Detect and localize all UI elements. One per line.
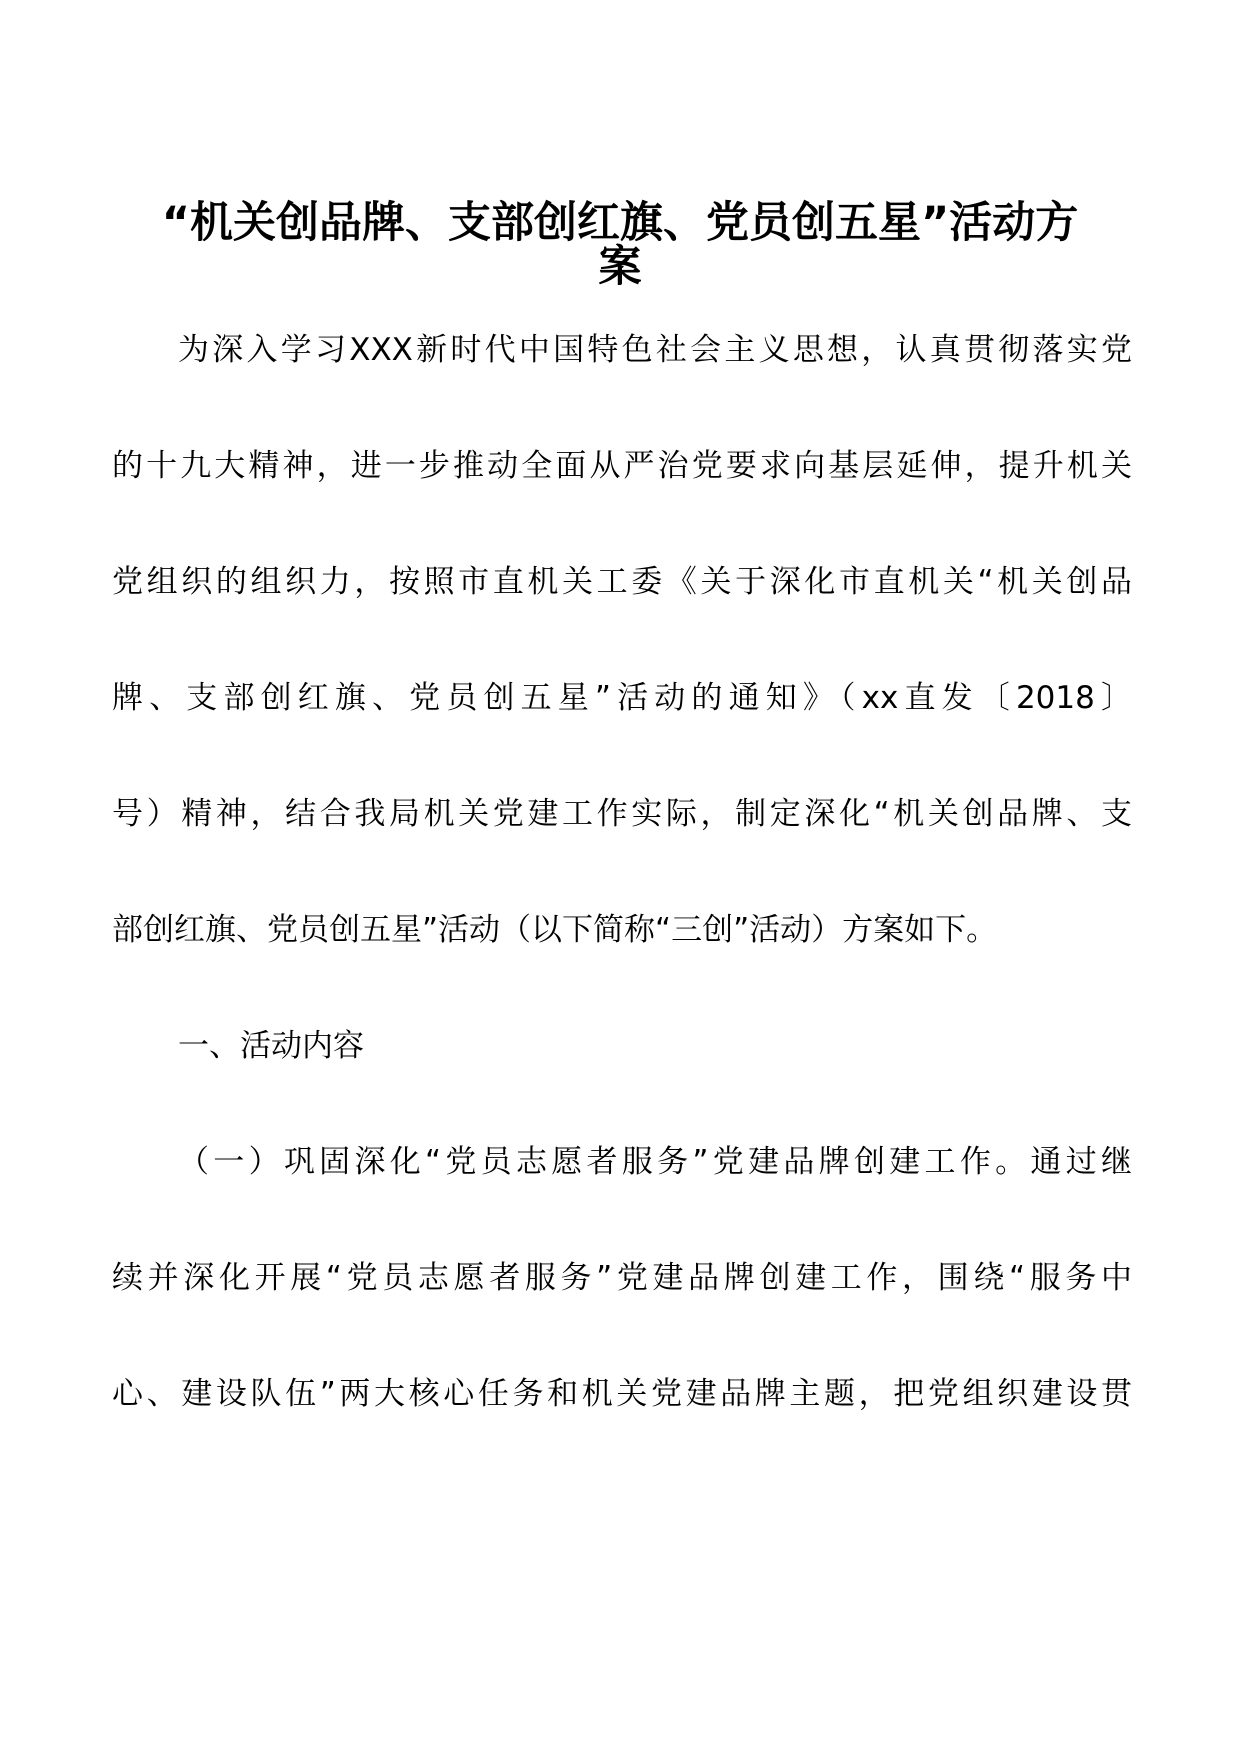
section-paragraph-line-2: 续并深化开展“党员志愿者服务”党建品牌创建工作，围绕“服务中	[112, 1260, 1132, 1296]
intro-line-2: 的十九大精神，进一步推动全面从严治党要求向基层延伸，提升机关	[112, 448, 1132, 484]
section-paragraph-line-3: 心、建设队伍”两大核心任务和机关党建品牌主题，把党组织建设贯	[112, 1376, 1132, 1412]
intro-line-5: 号）精神，结合我局机关党建工作实际，制定深化“机关创品牌、支	[112, 796, 1132, 832]
intro-line-6: 部创红旗、党员创五星”活动（以下简称“三创”活动）方案如下。	[112, 912, 998, 948]
section-paragraph-line-1: （一）巩固深化“党员志愿者服务”党建品牌创建工作。通过继	[178, 1144, 1132, 1180]
document-title-line-1: “机关创品牌、支部创红旗、党员创五星”活动方	[161, 198, 1079, 248]
document-title-line-2: 案	[598, 242, 642, 292]
intro-line-3: 党组织的组织力，按照市直机关工委《关于深化市直机关“机关创品	[112, 564, 1132, 600]
intro-line-1: 为深入学习XXX新时代中国特色社会主义思想，认真贯彻落实党	[178, 332, 1132, 368]
intro-line-4: 牌、支部创红旗、党员创五星”活动的通知》（xx直发〔2018〕	[112, 680, 1132, 716]
section-heading: 一、活动内容	[178, 1028, 364, 1064]
